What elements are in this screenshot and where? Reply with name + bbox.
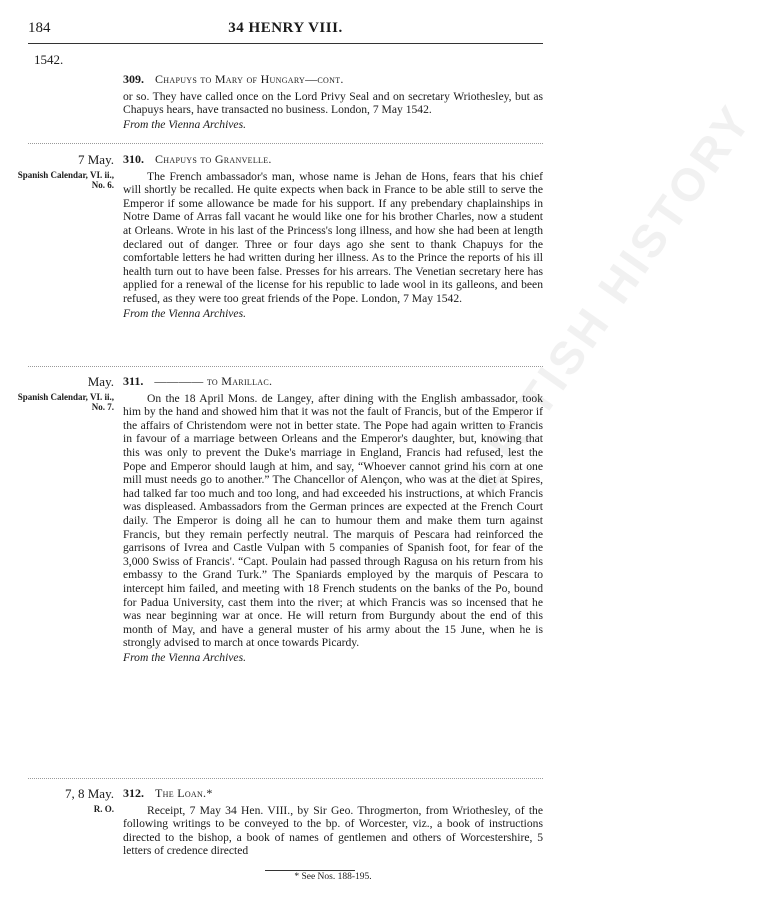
year-label: 1542. xyxy=(34,52,64,67)
entry-312-margin xyxy=(4,786,114,814)
entry-divider xyxy=(28,778,543,779)
page-header xyxy=(28,20,543,40)
entry-311 xyxy=(123,375,543,664)
entry-divider xyxy=(28,143,543,144)
entry-title: Chapuys to Mary of Hungary—cont. xyxy=(155,72,344,86)
entry-title: The Loan.* xyxy=(155,786,213,800)
entry-heading xyxy=(123,787,543,801)
entry-heading xyxy=(123,73,543,87)
entry-312 xyxy=(123,787,543,858)
entry-paragraph: The French ambassador's man, whose name is Jehan de Hons, fears that his chief will shortly be recalled. He quite expects when back in France to be able still to serve the Emperor if some allowance be made for his support. If any prebendary chaplainships in Notre Dame of Arras fall vacant he would like one for his brother Charles, now a student at Orleans. Wrote in his last of the Princess's long illness, and how she had been at length declared out of danger. Three or four days ago she sent to thank Chapuys for the comfortable letters he had written during her illness. As to the Prince the reports of his ill health turn out to have been false. Presses for his arrears. The Venetian secretary here has applied for a renewal of the license for his republic to lade wool in its galleons, and been refused, as they were too great friends of the Pope. London, 7 May 1542. xyxy=(123,169,543,305)
entry-number: 312. xyxy=(123,786,144,800)
entry-reference: Spanish Calendar, VI. ii., No. 6. xyxy=(17,170,114,190)
entry-paragraph: Receipt, 7 May 34 Hen. VIII., by Sir Geo. Throgmerton, from Wriothesley, of the following writings to be conveyed to the bp. of Worcester, viz., a book of instructions directed to the bishop, a book of names of gentlemen and others of Worcestershire, 5 letters of credence directed xyxy=(123,803,543,858)
footnote: * See Nos. 188-195. xyxy=(294,872,372,882)
watermark-text: BRITISH HISTORY xyxy=(456,94,763,500)
entry-number: 311. xyxy=(123,374,144,388)
header-rule xyxy=(28,43,543,44)
entry-309 xyxy=(123,73,543,131)
entry-date: 7, 8 May. xyxy=(65,786,114,801)
entry-paragraph: On the 18 April Mons. de Langey, after dining with the English ambassador, took him by the hand and showed him that it was not the fault of Francis, but of the Emperor if the affairs of Christendom were not in better state. The Pope had again written to Francis in favour of a marriage between Orleans and the Emperor's daughter, but, knowing that this was only to prevent the Duke's marriage in England, Francis had refused, lest the Pope and Emperor should laugh at him, and say, “Whoever cannot grind his corn at one mill must needs go to another.” The Chancellor of Alençon, who was at the diet at Spires, had talked far too much and too long, and had exceeded his instructions, at which Francis was displeased. Ambassadors from the German princes are expected at the French Court daily. The Emperor is doing all he can to humour them and make them turn against Francis, but they remain perfectly neutral. The marquis of Pescara had reinforced the garrisons of Ivrea and Castle Vulpan with 5 companies of Spanish foot, for fear of the 3,000 Swiss of Francis'. “Capt. Poulain had passed through Ragusa on his return from his embassy to the Grand Turk.” The Spaniards employed by the marquis of Pescara to intercept him failed, and meeting with 18 French students on the banks of the Po, bound for Padua University, cast them into the river; at which Francis was so incensed that he was near beginning war at once. He will return from Burgundy about the end of this month of May, and have a general muster of his army about the 15 June, when he is strongly advised to march at once towards Picardy. xyxy=(123,391,543,650)
entry-date: 7 May. xyxy=(78,152,114,167)
entry-heading xyxy=(123,375,543,389)
entry-reference: Spanish Calendar, VI. ii., No. 7. xyxy=(17,392,114,412)
entry-paragraph: or so. They have called once on the Lord Privy Seal and on secretary Wriothesley, but as Chapuys hears, have transacted no business. London, 7 May 1542. xyxy=(123,89,543,117)
page-number: 184 xyxy=(28,20,51,36)
entry-divider xyxy=(28,366,543,367)
year-label-box xyxy=(34,52,88,68)
entry-311-margin xyxy=(4,374,114,412)
entry-number: 309. xyxy=(123,72,144,86)
entry-source: From the Vienna Archives. xyxy=(123,650,246,664)
entry-310 xyxy=(123,153,543,320)
entry-date: May. xyxy=(87,374,114,389)
entry-reference: R. O. xyxy=(93,804,114,814)
entry-310-margin xyxy=(4,152,114,190)
entry-number: 310. xyxy=(123,152,144,166)
entry-heading xyxy=(123,153,543,167)
entry-source: From the Vienna Archives. xyxy=(123,306,246,320)
entry-title: Chapuys to Granvelle. xyxy=(155,152,272,166)
footnote-rule xyxy=(265,870,355,871)
entry-title: ———— to Marillac. xyxy=(154,374,273,388)
entry-source: From the Vienna Archives. xyxy=(123,117,246,131)
running-title: 34 HENRY VIII. xyxy=(228,20,343,36)
